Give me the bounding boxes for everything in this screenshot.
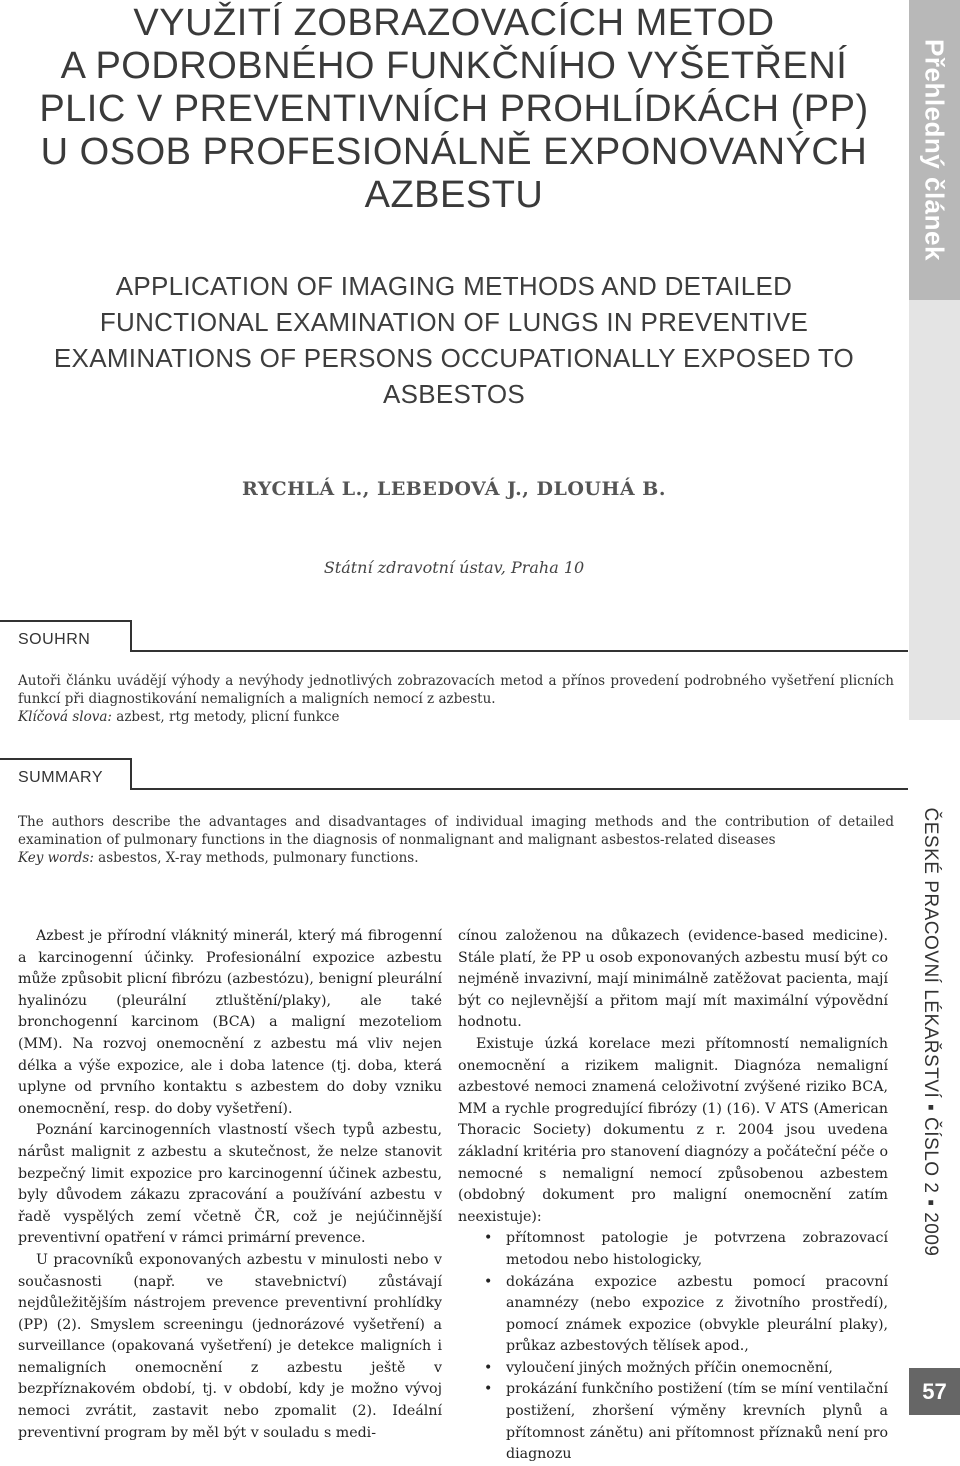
title-en-line: APPLICATION OF IMAGING METHODS AND DETAILED [115, 271, 793, 301]
summary-heading: SUMMARY [18, 769, 103, 786]
divider [0, 758, 130, 760]
souhrn-heading-box [0, 628, 908, 658]
list-item: • prokázání funkčního postižení (tím se míní ventilační postižení, zhoršení výměny krevních plynů a přítomnost zánětu) ani přítomnost příznaků není pro diagnozu [506, 1379, 888, 1465]
souhrn-abstract [18, 672, 894, 726]
title-cz-line: VYUŽITÍ ZOBRAZOVACÍCH METOD [133, 2, 775, 44]
body-paragraph: U pracovníků exponovaných azbestu v minulosti nebo v současnosti (např. ve stavebnictví) zůstávají nejdůležitějším nástrojem prevence preventivní prohlídky (PP) (2). Smyslem screeningu (jednorázové vyšetření) a surveillance (opakovaná vyšetření) je detekce maligních i nemaligních onemocnění z azbestu ještě v bezpříznakovém období, tj. v období, kdy je možno vývoj nemoci zvrátit, zastavit nebo zpomalit (2). Ideální preventivní program by měl být v souladu s medi- [18, 1251, 442, 1441]
summary-text: The authors describe the advantages and disadvantages of individual imaging methods and the contribution of detailed examination of pulmonary functions in the diagnosis of nonmalignant and malignant asbestos-related diseases [18, 814, 894, 848]
title-en-line: FUNCTIONAL EXAMINATION OF LUNGS IN PREVENTIVE [99, 307, 809, 337]
title-en-line: ASBESTOS [382, 379, 526, 409]
affiliation: Státní zdravotní ústav, Praha 10 [323, 558, 585, 577]
divider [130, 758, 132, 788]
list-item: • dokázána expozice azbestu pomocí pracovní anamnézy (nebo expozice z životního prostředí), pomocí známek expozice (obvykle pleurální plaky), průkaz azbestových tělísek apod., [506, 1272, 888, 1358]
divider [130, 650, 908, 652]
title-cz-line: U OSOB PROFESIONÁLNĚ EXPONOVANÝCH [40, 131, 868, 173]
summary-keywords [18, 849, 894, 867]
title-en-line: EXAMINATIONS OF PERSONS OCCUPATIONALLY EXPOSED TO [53, 343, 855, 373]
body-paragraph: Poznání karcinogenních vlastností všech typů azbestu, nárůst malignit z azbestu a skutečnost, že nelze stanovit bezpečný limit expozice pro karcinogenní účinek azbestu, byly důvodem zákazu zpracování a používání azbestu v řadě vyspělých zemí včetně ČR, což je nejúčinnější preventivní opatření v rámci primární prevence. [18, 1122, 442, 1247]
title-cz-line: AZBESTU [364, 174, 544, 216]
article-type-label: Přehledný článek [919, 39, 950, 261]
title-cz-line: PLIC V PREVENTIVNÍCH PROHLÍDKÁCH (PP) [39, 88, 869, 130]
body-paragraph: Existuje úzká korelace mezi přítomností nemaligních onemocnění a rizikem malignit. Diagnóza nemaligní azbestové nemoci znamená celoživotní zvýšené riziko BCA, MM a rychle progredující fibrózy (1) (16). V ATS (American Thoracic Society) dokumentu z r. 2004 jsou uvedena základní kritéria pro stanovení diagnózy a počáteční péče o nemocné s nemaligní nemocí způsobenou azbestem (obdobný dokument pro maligní onemocnění zatím neexistuje): [458, 1035, 888, 1225]
journal-running-head: ČESKÉ PRACOVNÍ LÉKAŘSTVÍ ▪ ČÍSLO 2 ▪ 2009 [920, 807, 941, 1257]
body-column-left [18, 926, 442, 1444]
souhrn-heading: SOUHRN [18, 631, 91, 648]
divider [130, 788, 908, 790]
summary-heading-box [0, 766, 908, 796]
body-paragraph: Azbest je přírodní vláknitý minerál, který má fibrogenní a karcinogenní účinky. Profesionální expozice azbestu může způsobit plicní fibrózu (azbestózu), benigní pleurální hyalinózu (pleurální ztluštění/plaky), ale také bronchogenní karcinom (BCA) a maligní mezoteliom (MM). Na rozvoj onemocnění z azbestu má vliv nejen délka a výše expozice, ale i doba latence (tj. doba, která uplyne od prvního kontaktu s azbestem do doby vzniku onemocnění, resp. do doby vyšetření). [18, 928, 442, 1117]
body-column-right [458, 926, 888, 1466]
keywords-text: azbest, rtg metody, plicní funkce [111, 709, 340, 725]
keywords-label: Key words: [18, 850, 94, 866]
summary-abstract [18, 813, 894, 867]
title-cz-line: A PODROBNÉHO FUNKČNÍHO VYŠETŘENÍ [60, 45, 848, 87]
body-paragraph: cínou založenou na důkazech (evidence-based medicine). Stále platí, že PP u osob exponovaných azbestu musí být co nejméně invazivní, mají minimálně zatěžovat pacienta, mají být co nejlevnější a přitom mají mít maximální výpovědní hodnotu. [458, 928, 888, 1031]
keywords-text: asbestos, X-ray methods, pulmonary functions. [93, 850, 419, 866]
title-czech [0, 2, 908, 217]
page-number: 57 [909, 1368, 960, 1415]
souhrn-text: Autoři článku uvádějí výhody a nevýhody jednotlivých zobrazovacích metod a přínos provedení podrobného vyšetření plicních funkcí při diagnostikování nemaligních a maligních nemocí z azbestu. [18, 673, 894, 707]
title-english [20, 268, 888, 412]
keywords-label: Klíčová slova: [18, 709, 112, 725]
list-item: • přítomnost patologie je potvrzena zobrazovací metodou nebo histologicky, [506, 1228, 888, 1271]
souhrn-keywords [18, 708, 894, 726]
divider [130, 620, 132, 650]
divider [0, 620, 130, 622]
criteria-list [458, 1228, 888, 1466]
authors: RYCHLÁ L., LEBEDOVÁ J., DLOUHÁ B. [242, 478, 666, 500]
list-item: • vyloučení jiných možných příčin onemocnění, [506, 1358, 888, 1380]
